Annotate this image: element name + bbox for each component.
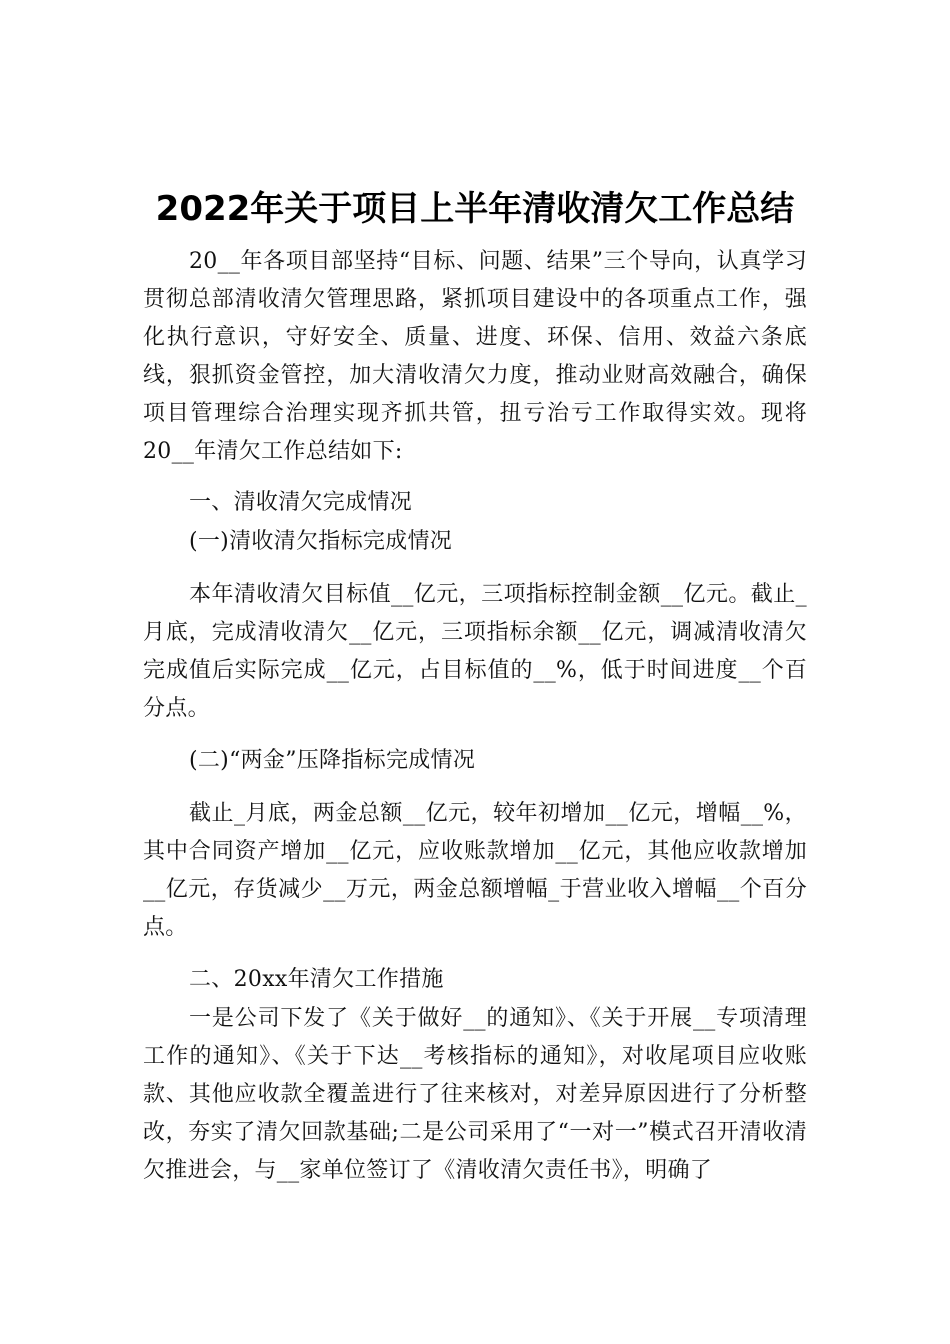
intro-paragraph: 20__年各项目部坚持“目标、问题、结果”三个导向，认真学习贯彻总部清收清欠管理思路，紧抓项目建设中的各项重点工作，强化执行意识，守好安全、质量、进度、环保、信用、效益六条底线，狠抓资金管控，加大清收清欠力度，推动业财高效融合，确保项目管理综合治理实现齐抓共管，扭亏治亏工作取得实效。现将20__年清欠工作总结如下: (143, 249, 807, 464)
section-1-heading: 一、清收清欠完成情况 (189, 490, 413, 515)
section-1-sub-1-heading: (一)清收清欠指标完成情况 (189, 529, 453, 554)
document-title: 2022年关于项目上半年清收清欠工作总结 (155, 189, 795, 229)
section-1-sub-2-heading: (二)“两金”压降指标完成情况 (189, 748, 476, 773)
section-2-heading: 二、20xx年清欠工作措施 (189, 967, 444, 992)
section-1-sub-2-paragraph: 截止_月底，两金总额__亿元，较年初增加__亿元，增幅__%，其中合同资产增加__亿元，应收账款增加__亿元，其他应收款增加__亿元，存货减少__万元，两金总额增幅_于营业收入增幅__个百分点。 (143, 801, 807, 940)
section-1-sub-1-paragraph: 本年清收清欠目标值__亿元，三项指标控制金额__亿元。截止_月底，完成清收清欠__亿元，三项指标余额__亿元，调减清收清欠完成值后实际完成__亿元，占目标值的__%，低于时间进度__个百分点。 (143, 582, 807, 721)
section-2-paragraph: 一是公司下发了《关于做好__的通知》、《关于开展__专项清理工作的通知》、《关于下达__考核指标的通知》，对收尾项目应收账款、其他应收款全覆盖进行了往来核对，对差异原因进行了分析整改，夯实了清欠回款基础;二是公司采用了“一对一”模式召开清收清欠推进会，与__家单位签订了《清收清欠责任书》，明确了 (143, 1006, 807, 1183)
